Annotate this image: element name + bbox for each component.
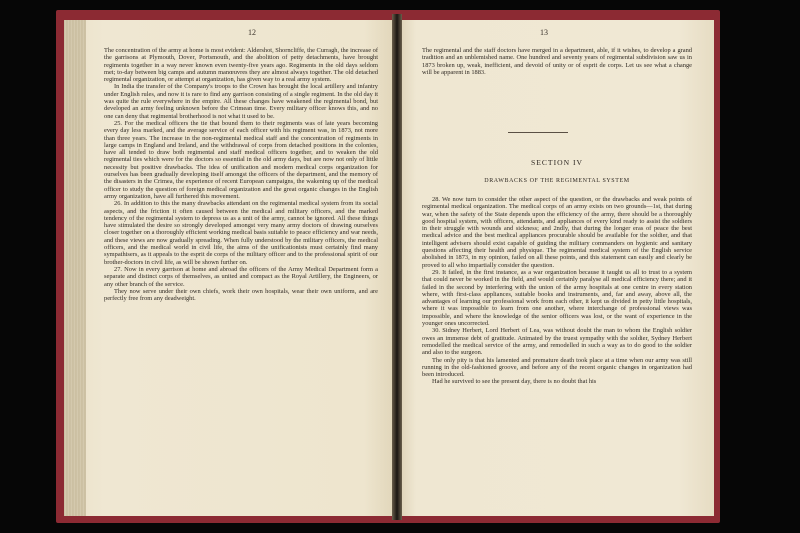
paragraph: In India the transfer of the Company's troops to the Crown has brought the local artillery and infantry under English rules, and now it is rare to find any garrison consisting of a single regiment. In the old day it was quite the rule everywhere in the empire. All these changes have weakened the regimental bond, but developed an army feeling unknown before the Crimean time. Every military officer knows this, and no one can deny that regimental brotherhood is not what it used to be. xyxy=(104,83,378,120)
page-body xyxy=(104,47,378,513)
paragraph: Had he survived to see the present day, there is no doubt that his xyxy=(432,378,597,386)
book-gutter xyxy=(392,14,402,520)
page-number: 12 xyxy=(248,28,256,37)
page-number: 13 xyxy=(540,28,548,37)
paragraph: 25. For the medical officers the tie that bound them to their regiments was of late years becoming every day less marked, and the average service of each officer with his regiment was, in 1873, not more than three years. The increase in the non-regimental medical staff and the concentration of regiments in large camps in England and Ireland, and the withdrawal of corps from detached positions in the colonies, have all tended to draw both regimental and staff medical officers together, and to weaken the old regimental ties which were for the doctors so essential in the old army days, but are now not only of little necessity but positive drawbacks. The idea of unification and modern medical corps organization for ourselves has been gradually developing itself amongst the officers of the department, and the memory of the disasters in the Crimea, the experience of recent European campaigns, the wakening up of the medical officer to study the question of foreign medical organization and the great organic changes in the English army organization, have all furthered this movement. xyxy=(104,119,378,200)
paragraph: The concentration of the army at home is most evident: Aldershot, Shorncliffe, the Curragh, the increase of the garrisons at Plymouth, Dover, Portsmouth, and the abolition of petty detachments, have brought regiments together in a way never known even twenty-five years ago. Regiments in the old days seldom met; to-day between big camps and autumn manœuvres they are almost always together. The old detached regimental organization, or attempt at organization, has given way to a real army system. xyxy=(104,47,378,84)
paragraph: The regimental and the staff doctors have merged in a department, able, if it wishes, to develop a grand tradition and an unblemished name. One hundred and seventy years of regimental subdivision saw us in 1873 broken up, weak, inefficient, and devoid of unity or of esprit de corps. Let us see what a change will be apparent in 1883. xyxy=(422,47,692,76)
paragraph: They now serve under their own chiefs, work their own hospitals, wear their own uniform, and are perfectly free from any deadweight. xyxy=(104,287,378,303)
page-intro xyxy=(422,47,692,76)
left-page xyxy=(64,20,396,516)
paragraph: The only pity is that his lamented and premature death took place at a time when our army was still running in the old-fashioned groove, and before any of the recent organic changes in organization had been introduced. xyxy=(422,356,692,379)
section-subtitle: DRAWBACKS OF THE REGIMENTAL SYSTEM xyxy=(484,178,630,184)
paragraph: 27. Now in every garrison at home and abroad the officers of the Army Medical Department form a separate and distinct corps of themselves, as united and compact as the Royal Artillery, the Engineers, or any other branch of the service. xyxy=(104,265,378,288)
paragraph: 26. In addition to this the many drawbacks attendant on the regimental medical system from its social aspects, and the friction it often caused between the medical and military officers, and the marked tendency of the regimental system to depress us as a unit of the army, cannot be ignored. All these things have stimulated the desire so strongly developed amongst very many army doctors of drawing ourselves closer together on a thoroughly efficient working medical basis suitable to peace efficiency and war needs, and these views are now gradually spreading. When fully understood by the military officers, the medical officers, and the medical world in civil life, the aims of the unificationists must certainly find many sympathisers, as it appeals to the esprit de corps of the military officer and to the professional spirit of our brother-doctors in civil life, as will be shown further on. xyxy=(104,200,378,266)
page-body xyxy=(422,196,692,512)
page-edges xyxy=(64,20,86,516)
paragraph: 28. We now turn to consider the other aspect of the question, or the drawbacks and weak points of regimental medical organization. The medical corps of an army exists on two grounds—1st, that during war, when the safety of the State depends upon the efficiency of the army, there should be a thoroughly good hospital system, with officers, attendants, and appliances of every kind ready to assist the soldiers in their struggle with wounds and sickness; and 2ndly, that during the longer eras of peace the best medical advice and the best medical appliances procurable should be available for the soldier, and that intelligent advisers should exist capable of guiding the military commanders on hygienic and sanitary questions affecting their health and physique. The regimental medical system of the English service abolished in 1873, in my opinion, failed on all these points, and this statement can easily and clearly be proved to all who impartially consider the question. xyxy=(422,196,692,269)
right-page xyxy=(398,20,714,516)
paragraph: 29. It failed, in the first instance, as a war organization because it taught us all to trust to a system that could never be worked in the field, and would certainly paralyse all medical efficiency there; and it failed in the second by interfering with the union of the army hospitals at one centre in every station where, with first-class appliances, suitable books and instruments, and, far and away, above all, the advantages of learning our professional work from each other, it kept us divided in petty little hospitals, where it was impossible to learn from one another, where interchange of professional views was impossible, and where the knowledge of the senior officers was lost, or the want of experience in the younger ones uncorrected. xyxy=(422,268,692,328)
paragraph: 30. Sidney Herbert, Lord Herbert of Lea, was without doubt the man to whom the English soldier owes an immense debt of gratitude. Animated by the truest sympathy with the soldier, Sydney Herbert remodelled the medical service of the army, and remodelled in such a way as to do good to the soldier and also to the surgeon. xyxy=(422,327,692,357)
section-title: SECTION IV xyxy=(531,158,583,167)
section-divider xyxy=(508,132,568,133)
